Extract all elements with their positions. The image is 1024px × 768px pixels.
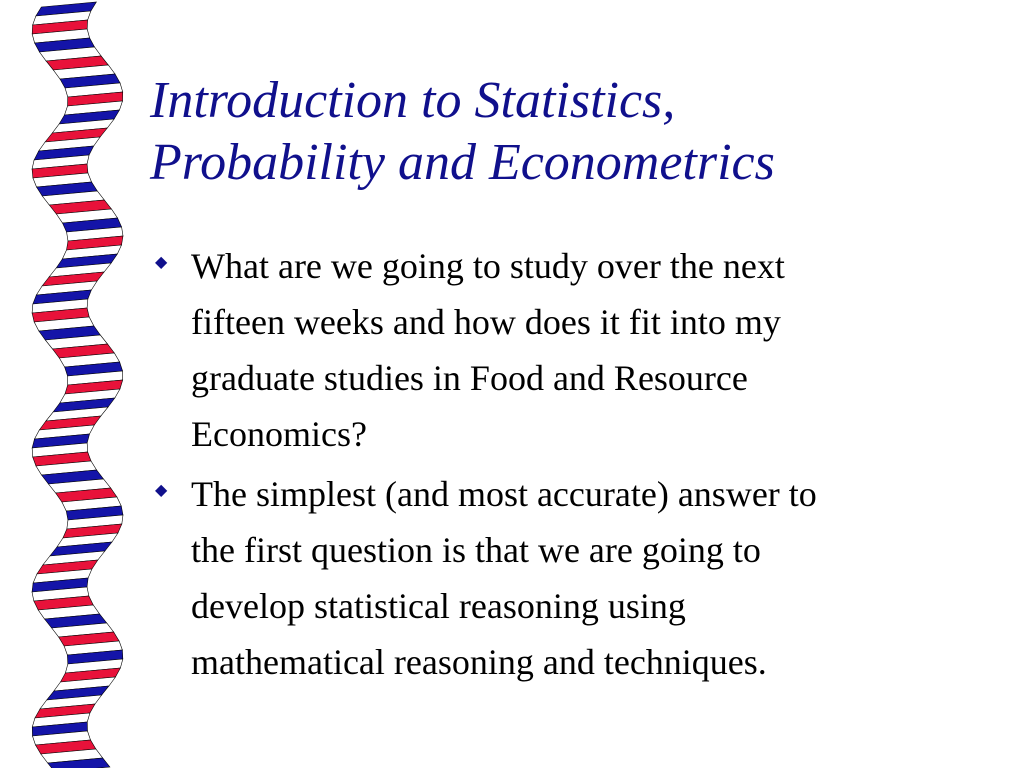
slide-title bbox=[150, 70, 1010, 194]
bullet-item bbox=[155, 238, 1005, 462]
bullet-text bbox=[191, 466, 1005, 690]
diamond-bullet-icon: ◆ bbox=[155, 252, 168, 271]
bullet-text-line: The simplest (and most accurate) answer to bbox=[191, 474, 817, 514]
diamond-bullet-icon: ◆ bbox=[155, 480, 168, 499]
bullet-list bbox=[155, 238, 1005, 694]
bullet-text-line: fifteen weeks and how does it fit into my bbox=[191, 302, 781, 342]
bullet-text-line: develop statistical reasoning using bbox=[191, 586, 686, 626]
bullet-text-line: the first question is that we are going to bbox=[191, 530, 761, 570]
bullet-text-line: graduate studies in Food and Resource bbox=[191, 358, 748, 398]
slide-title-line-1: Introduction to Statistics, bbox=[150, 72, 676, 129]
dna-helix-ribbon-icon bbox=[0, 0, 140, 768]
slide-title-line-2: Probability and Econometrics bbox=[150, 134, 775, 191]
bullet-text-line: mathematical reasoning and techniques. bbox=[191, 642, 767, 682]
bullet-item bbox=[155, 466, 1005, 690]
bullet-text-line: What are we going to study over the next bbox=[191, 246, 785, 286]
bullet-text bbox=[191, 238, 1005, 462]
bullet-text-line: Economics? bbox=[191, 414, 367, 454]
